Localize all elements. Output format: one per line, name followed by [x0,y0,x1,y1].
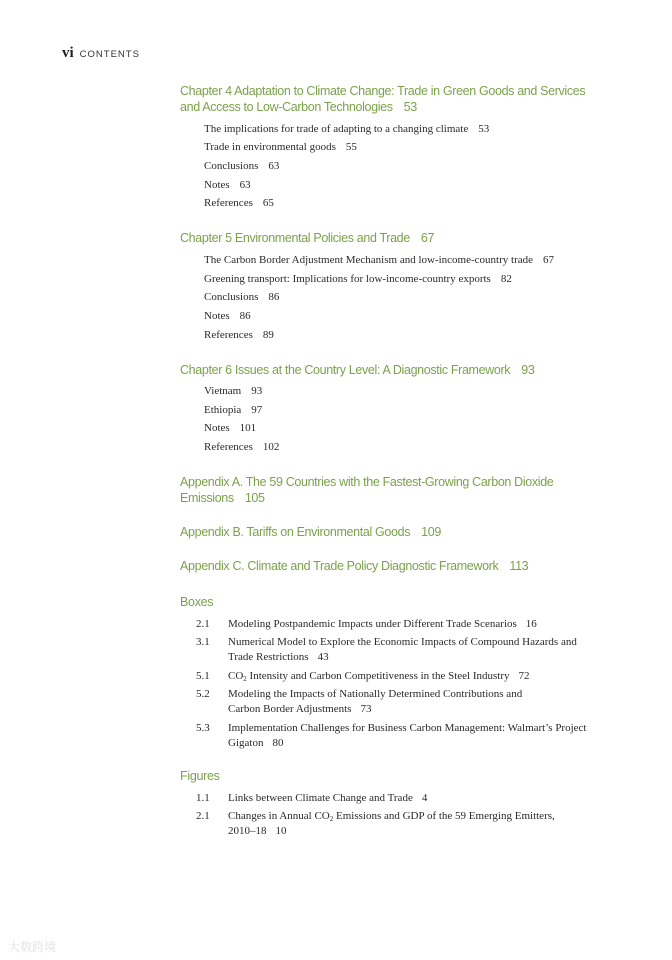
entry-title: Ethiopia [204,404,242,416]
box-page: 80 [272,737,284,749]
toc-entry[interactable] [204,309,251,323]
toc-entry[interactable] [204,440,279,454]
chapter-page: 53 [403,100,417,114]
toc-appendix-a[interactable] [180,474,560,506]
box-title-pre: CO [228,670,244,682]
entry-title: Conclusions [204,291,259,303]
toc-entry[interactable] [204,384,262,398]
toc-chapter-4[interactable] [180,83,600,115]
figures-heading: Figures [180,769,220,783]
entry-title: Greening transport: Implications for low-income-country exports [204,273,491,285]
subscript-2: 2 [243,675,247,683]
figure-title: Links between Climate Change and Trade [228,792,413,804]
appendix-title: Appendix B. Tariffs on Environmental Goods [180,525,411,539]
box-entry-3-1[interactable] [196,635,586,665]
toc-entry[interactable] [204,272,512,286]
entry-page: 89 [262,329,274,341]
entry-page: 97 [251,404,263,416]
box-title: Numerical Model to Explore the Economic Impacts of Compound Hazards and Trade Restrictions [228,636,577,663]
running-head-label: CONTENTS [79,49,140,60]
toc-entry[interactable] [204,421,256,435]
entry-page: 63 [268,160,280,172]
box-title: Modeling Postpandemic Impacts under Different Trade Scenarios [228,618,517,630]
box-number: 5.1 [196,670,210,682]
appendix-page: 105 [244,491,265,505]
box-number: 3.1 [196,636,210,648]
entry-page: 82 [500,273,512,285]
chapter-title: Chapter 5 Environmental Policies and Trade [180,231,410,245]
toc-entry[interactable] [204,253,554,267]
box-number: 5.3 [196,722,210,734]
entry-page: 53 [478,123,490,135]
entry-title: References [204,441,253,453]
figure-page: 4 [421,792,428,804]
entry-page: 63 [239,179,251,191]
entry-title: Notes [204,310,230,322]
entry-page: 102 [262,441,280,453]
appendix-page: 113 [509,559,529,573]
toc-entry[interactable] [204,328,274,342]
box-page: 72 [518,670,530,682]
entry-title: References [204,329,253,341]
appendix-page: 109 [421,525,441,539]
entry-title: Notes [204,179,230,191]
box-entry-5-2[interactable] [196,687,526,717]
entry-page: 65 [262,197,274,209]
box-page: 16 [525,618,537,630]
boxes-heading: Boxes [180,595,214,609]
toc-entry[interactable] [204,122,489,136]
figure-entry-2-1[interactable] [196,809,571,839]
toc-appendix-b[interactable] [180,524,600,540]
entry-page: 101 [239,422,257,434]
toc-entry[interactable] [204,178,251,192]
box-page: 73 [360,703,372,715]
figure-title-post: Emissions and GDP of the 59 Emerging Emitters, 2010–18 [228,810,555,837]
box-entry-5-3[interactable] [196,721,596,751]
entry-page: 86 [268,291,280,303]
page-number: vi [62,45,74,61]
entry-page: 93 [251,385,263,397]
box-title-post: Intensity and Carbon Competitiveness in the Steel Industry [246,670,510,682]
box-entry-5-1[interactable] [196,669,596,684]
toc-entry[interactable] [204,290,279,304]
entry-title: Notes [204,422,230,434]
running-head [62,44,140,62]
entry-title: The Carbon Border Adjustment Mechanism and low-income-country trade [204,254,533,266]
appendix-title: Appendix C. Climate and Trade Policy Diagnostic Framework [180,559,499,573]
subscript-2: 2 [329,815,334,823]
appendix-title: Appendix A. The 59 Countries with the Fastest-Growing Carbon Dioxide Emissions [180,475,554,505]
toc-appendix-c[interactable] [180,558,600,574]
figure-title-pre: Changes in Annual CO [228,810,330,822]
chapter-title: Chapter 6 Issues at the Country Level: A Diagnostic Framework [180,363,511,377]
entry-title: The implications for trade of adapting to a changing climate [204,123,469,135]
entry-title: Conclusions [204,160,259,172]
figure-page: 10 [275,825,287,837]
entry-page: 55 [345,141,357,153]
toc-entry[interactable] [204,159,279,173]
entry-title: Vietnam [204,385,242,397]
chapter-page: 67 [420,231,435,245]
toc-entry[interactable] [204,140,357,154]
box-number: 5.2 [196,688,210,700]
entry-title: References [204,197,253,209]
box-title: Modeling the Impacts of Nationally Determined Contributions and Carbon Border Adjustments [228,688,523,715]
entry-page: 67 [543,254,554,266]
toc-chapter-5[interactable] [180,230,600,246]
toc-entry[interactable] [204,403,262,417]
figure-entry-1-1[interactable] [196,791,596,806]
figure-number: 1.1 [196,792,210,804]
box-page: 43 [317,651,329,663]
box-number: 2.1 [196,618,210,630]
chapter-page: 93 [521,363,535,377]
watermark-logo: 大数跨境 [8,940,57,954]
toc-entry[interactable] [204,196,274,210]
box-title: Implementation Challenges for Business Carbon Management: Walmart’s Project Gigaton [228,722,587,749]
entry-page: 86 [239,310,251,322]
toc-chapter-6[interactable] [180,362,600,378]
box-entry-2-1[interactable] [196,617,596,632]
figure-number: 2.1 [196,810,210,822]
entry-title: Trade in environmental goods [204,141,336,153]
chapter-title: Chapter 4 Adaptation to Climate Change: Trade in Green Goods and Services and Access to Low-Carbon Technologies [180,84,586,114]
